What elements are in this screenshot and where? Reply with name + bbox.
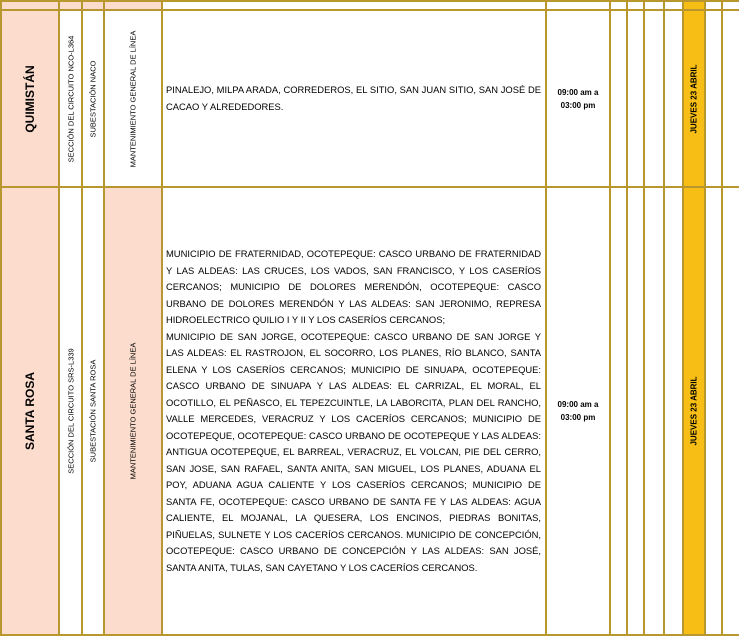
- cell: [546, 1, 610, 10]
- cell: [644, 10, 664, 187]
- circuit-cell: [59, 10, 82, 187]
- cell: [644, 187, 664, 635]
- cell: [627, 10, 644, 187]
- cell: [1, 1, 59, 10]
- cell: [59, 1, 82, 10]
- day-label: JUEVES 23 ABRIL: [689, 63, 699, 134]
- cell: [722, 187, 739, 635]
- circuit-label: SECCIÓN DEL CIRCUITO SRS-L339: [66, 348, 75, 474]
- table-row: [1, 187, 739, 635]
- work-label: MANTENIMIENTO GENERAL DE LÍNEA: [128, 342, 138, 480]
- cell: [722, 1, 739, 10]
- affected-areas-text: MUNICIPIO DE SAN JORGE, OCOTEPEQUE: CASCO URBANO DE SAN JORGE Y LAS ALDEAS: EL RASTROJON, EL SOCORRO, LOS PLANES, RÍO BLANCO, SANTA ELENA Y LOS CASERÍOS CERCANOS; MUNICIPIO DE SINUAPA, OCOTEPEQUE: CASCO URBANO DE SINUAPA Y LAS ALDEAS: EL CARRIZAL, EL MORAL, EL OCOTILLO, EL PEÑASCO, EL TEPEZCUINTLE, LA LABORCITA, PLAN DEL RANCHO, VALLE MERCEDES, VERACRUZ Y LOS CACERÍOS CERCANOS; MUNICIPIO DE OCOTEPEQUE, OCOTEPEQUE: CASCO URBANO DE OCOTEPEQUE Y LAS ALDEAS: ANTIGUA OCOTEPEQUE, EL BARREAL, VERACRUZ, EL VOLCAN, PIE DEL CERRO, SAN JOSE, SAN RAFAEL, SANTA ANITA, SAN MIGUEL, LOS PLANES, ADUANA EL POY, ADUANA AGUA CALIENTE Y LOS CASERÍOS CERCANOS; MUNICIPIO DE SANTA FE, OCOTEPEQUE: CASCO URBANO DE SANTA FE Y LAS ALDEAS: AGUA CALIENTE, EL MOJANAL, LA QUESERA, LOS ENCINOS, PIEDRAS BONITAS, PIÑUELAS, SULNETE Y LOS CACERÍOS CERCANOS. MUNICIPIO DE CONCEPCIÓN, OCOTEPEQUE: CASCO URBANO DE CONCEPCIÓN Y LAS ALDEAS: SAN JOSÉ, SANTA ANITA, TULAS, SAN CAYETANO Y LOS CACERÍOS CERCANOS.: [166, 330, 541, 573]
- cell: [610, 10, 627, 187]
- time-start: 09:00 am a: [557, 87, 599, 97]
- time-cell: [546, 10, 610, 187]
- cell: [162, 1, 546, 10]
- day-cell: [683, 10, 705, 187]
- cell: [104, 1, 162, 10]
- cell: [705, 187, 722, 635]
- substation-cell: [82, 187, 104, 635]
- cell: [610, 187, 627, 635]
- substation-label: SUBESTACIÓN NACO: [88, 60, 98, 137]
- region-cell: [1, 187, 59, 635]
- cell: [705, 10, 722, 187]
- work-cell: [104, 10, 162, 187]
- cell: [683, 1, 705, 10]
- affected-areas-text: MUNICIPIO DE FRATERNIDAD, OCOTEPEQUE: CASCO URBANO DE FRATERNIDAD Y LAS ALDEAS: LAS CRUCES, LOS VADOS, SAN FRANCISCO, Y LOS CASERÍOS CERCANOS; MUNICIPIO DE DOLORES MERENDÓN, OCOTEPEQUE: CASCO URBANO DE DOLORES MERENDÓN Y LAS ALDEAS: SAN JERONIMO, REPRESA HIDROELECTRICO QUILIO I Y II Y LOS CASERÍOS CERCANOS;: [166, 248, 541, 325]
- work-label: MANTENIMIENTO GENERAL DE LÍNEA: [128, 30, 138, 167]
- substation-cell: [82, 10, 104, 187]
- affected-areas-text: PINALEJO, MILPA ARADA, CORREDEROS, EL SITIO, SAN JUAN SITIO, SAN JOSÉ DE CACAO Y ALREDEDORES.: [166, 84, 541, 112]
- cell: [627, 1, 644, 10]
- time-end: 03:00 pm: [560, 413, 596, 422]
- circuit-label: SECCIÓN DEL CIRCUITO NCO-L364: [66, 35, 75, 162]
- cell: [664, 10, 683, 187]
- substation-label: SUBESTACIÓN SANTA ROSA: [88, 359, 98, 463]
- region-label: QUIMISTÁN: [23, 64, 37, 133]
- cell: [627, 187, 644, 635]
- cell: [82, 1, 104, 10]
- region-label: SANTA ROSA: [23, 372, 37, 450]
- cell: [722, 10, 739, 187]
- cell: [705, 1, 722, 10]
- affected-areas-cell: [162, 10, 546, 187]
- affected-areas-cell: [162, 187, 546, 635]
- time-start: 09:00 am a: [557, 400, 599, 409]
- day-cell: [683, 187, 705, 635]
- cell: [644, 1, 664, 10]
- circuit-cell: [59, 187, 82, 635]
- cell: [610, 1, 627, 10]
- table-row: [1, 10, 739, 187]
- time-cell: [546, 187, 610, 635]
- time-end: 03:00 pm: [560, 100, 596, 110]
- table-row: [1, 1, 739, 10]
- cell: [664, 187, 683, 635]
- work-cell: [104, 187, 162, 635]
- day-label: JUEVES 23 ABRIL: [689, 376, 699, 446]
- region-cell: [1, 10, 59, 187]
- cell: [664, 1, 683, 10]
